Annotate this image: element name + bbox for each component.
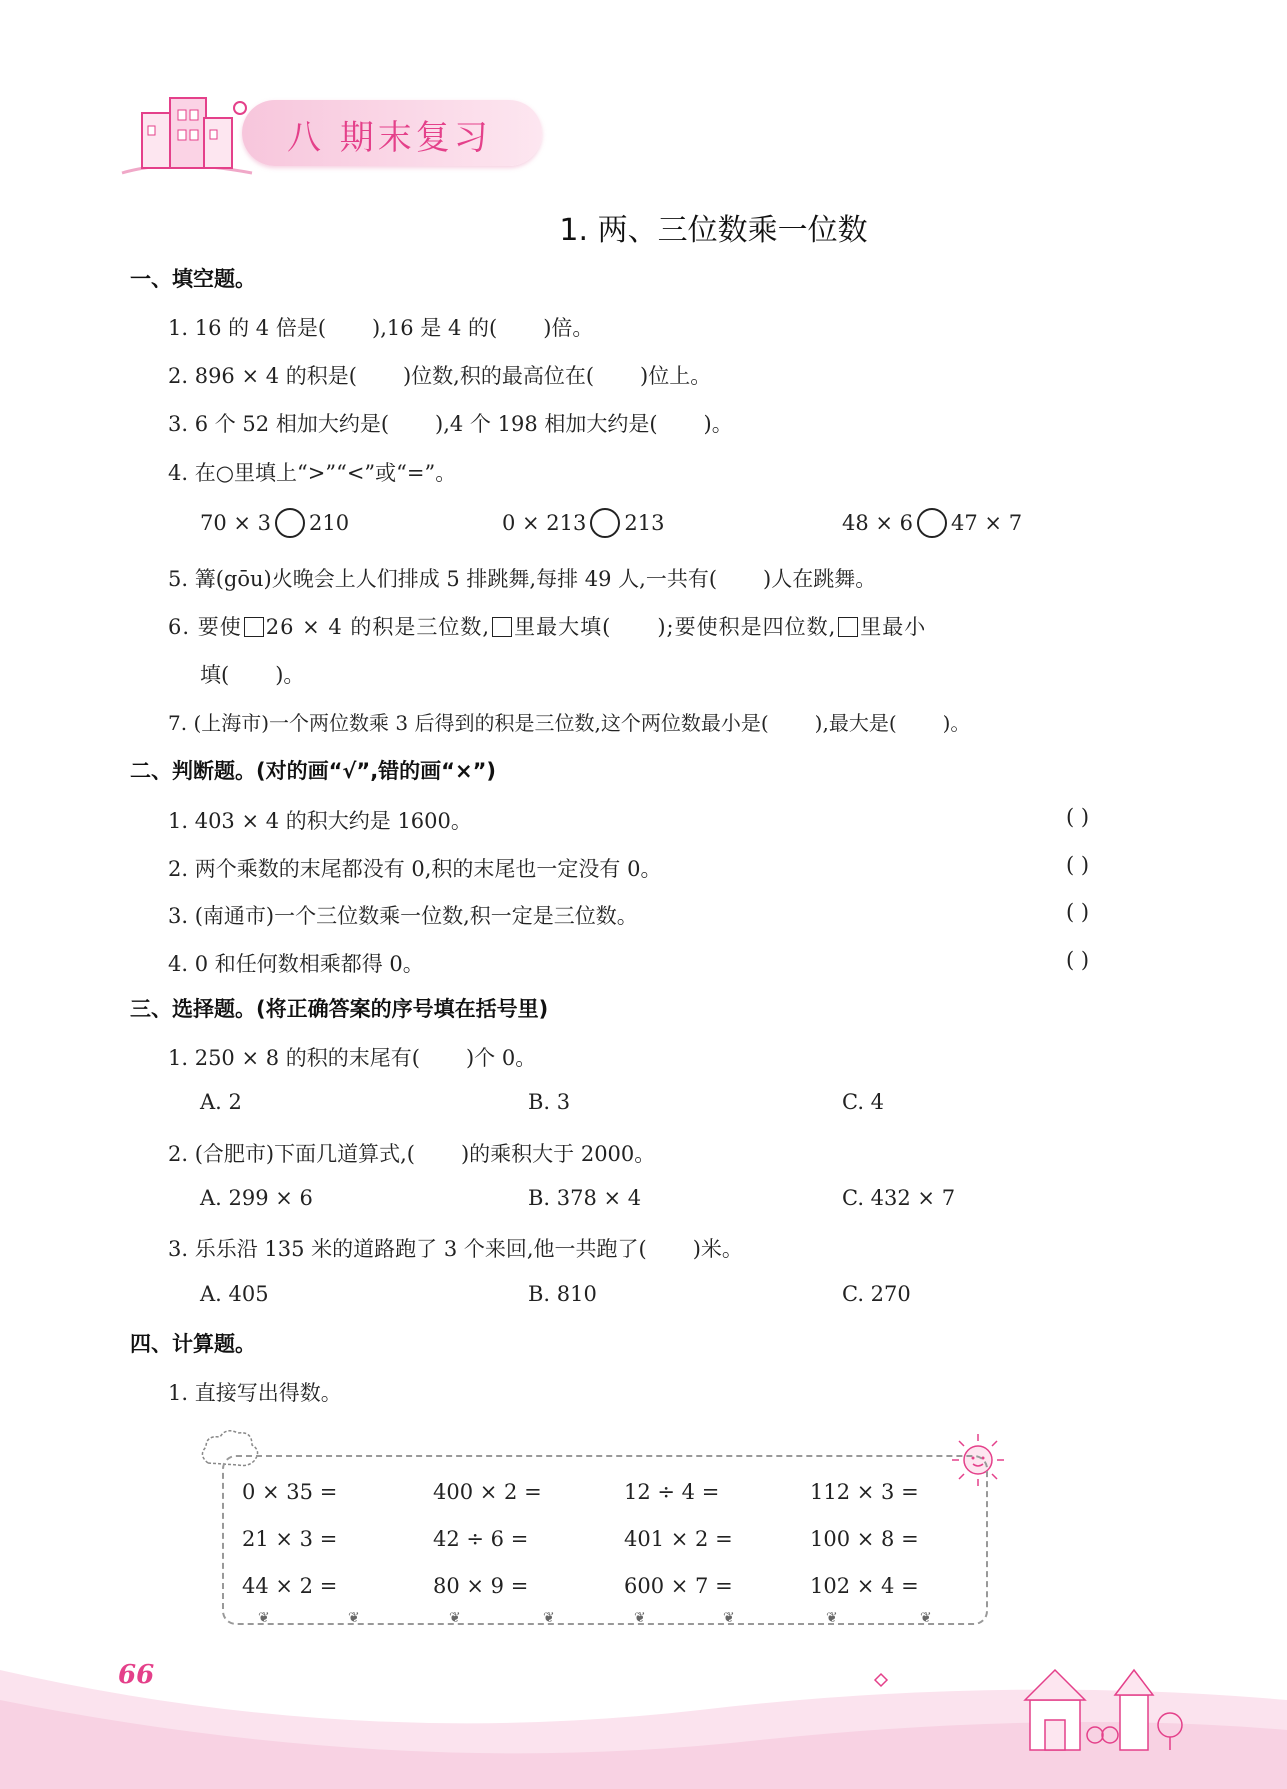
- judge-question-2: 2. 两个乘数的末尾都没有 0,积的末尾也一定没有 0。: [168, 857, 662, 881]
- calc-item: 401 × 2 =: [624, 1527, 733, 1551]
- judge-question-4: 4. 0 和任何数相乘都得 0。: [168, 952, 424, 976]
- leaf-icon: ❦: [543, 1610, 555, 1626]
- fill-question-6-cont: 填( )。: [200, 663, 305, 687]
- choice-option: A. 405: [200, 1282, 269, 1306]
- blank-box: [492, 617, 512, 637]
- calc-item: 400 × 2 =: [433, 1480, 542, 1504]
- judge-answer-slot-4: ( ): [1066, 948, 1090, 972]
- choice-option: C. 432 × 7: [842, 1186, 956, 1210]
- fill-question-3: 3. 6 个 52 相加大约是( ),4 个 198 相加大约是( )。: [168, 412, 733, 436]
- calc-item: 102 × 4 =: [810, 1574, 919, 1598]
- calc-subheading: 1. 直接写出得数。: [168, 1381, 342, 1405]
- judge-question-1: 1. 403 × 4 的积大约是 1600。: [168, 809, 472, 833]
- leaf-icon: ❦: [634, 1610, 646, 1626]
- calc-item: 100 × 8 =: [810, 1527, 919, 1551]
- leaf-icon: ❦: [826, 1610, 838, 1626]
- fill-question-7: 7. (上海市)一个两位数乘 3 后得到的积是三位数,这个两位数最小是( ),最大是( )。: [168, 711, 971, 735]
- part4-heading: 四、计算题。: [130, 1332, 256, 1356]
- fill-question-6: 6. 要使 26 × 4 的积是三位数, 里最大填( );要使积是四位数, 里最小: [168, 615, 927, 639]
- part3-heading: 三、选择题。(将正确答案的序号填在括号里): [130, 997, 549, 1021]
- blank-box: [244, 617, 264, 637]
- leaf-icon: ❦: [258, 1610, 270, 1626]
- fill-question-4: 4. 在○里填上“>”“<”或“=”。: [168, 461, 457, 485]
- calc-item: 42 ÷ 6 =: [433, 1527, 529, 1551]
- calc-item: 0 × 35 =: [242, 1480, 338, 1504]
- compare-item-3: 48 × 6 47 × 7: [842, 508, 1022, 538]
- judge-question-3: 3. (南通市)一个三位数乘一位数,积一定是三位数。: [168, 904, 638, 928]
- calc-item: 44 × 2 =: [242, 1574, 338, 1598]
- compare-item-1: 70 × 3 210: [200, 508, 349, 538]
- calc-item: 80 × 9 =: [433, 1574, 529, 1598]
- page-number: 66: [118, 1660, 155, 1690]
- building-illustration-icon: [112, 78, 262, 182]
- choice-option: B. 378 × 4: [528, 1186, 642, 1210]
- fill-question-2: 2. 896 × 4 的积是( )位数,积的最高位在( )位上。: [168, 364, 712, 388]
- chapter-title: 八 期末复习: [287, 118, 492, 158]
- leaf-icon: ❦: [723, 1610, 735, 1626]
- part2-heading: 二、判断题。(对的画“√”,错的画“×”): [130, 759, 496, 783]
- judge-answer-slot-1: ( ): [1066, 805, 1090, 829]
- calc-item: 12 ÷ 4 =: [624, 1480, 720, 1504]
- footer-wave: [0, 1640, 1287, 1789]
- choice-question-2: 2. (合肥市)下面几道算式,( )的乘积大于 2000。: [168, 1142, 656, 1166]
- choice-option: A. 299 × 6: [200, 1186, 313, 1210]
- chapter-banner: [112, 78, 542, 182]
- choice-question-3: 3. 乐乐沿 135 米的道路跑了 3 个来回,他一共跑了( )米。: [168, 1237, 743, 1261]
- fill-question-5: 5. 篝(gōu)火晚会上人们排成 5 排跳舞,每排 49 人,一共有( )人在跳舞。: [168, 567, 877, 591]
- leaf-icon: ❦: [348, 1610, 360, 1626]
- leaf-icon: ❦: [449, 1610, 461, 1626]
- judge-answer-slot-3: ( ): [1066, 900, 1090, 924]
- blank-box: [838, 617, 858, 637]
- fill-question-1: 1. 16 的 4 倍是( ),16 是 4 的( )倍。: [168, 316, 594, 340]
- calc-item: 600 × 7 =: [624, 1574, 733, 1598]
- calc-item: 112 × 3 =: [810, 1480, 919, 1504]
- section-title: 1. 两、三位数乘一位数: [559, 213, 868, 248]
- choice-option: B. 3: [528, 1090, 571, 1114]
- choice-question-1: 1. 250 × 8 的积的末尾有( )个 0。: [168, 1046, 537, 1070]
- compare-circle: [917, 508, 947, 538]
- part1-heading: 一、填空题。: [130, 267, 256, 291]
- calc-item: 21 × 3 =: [242, 1527, 338, 1551]
- compare-item-2: 0 × 213 213: [502, 508, 664, 538]
- choice-option: C. 4: [842, 1090, 885, 1114]
- compare-circle: [590, 508, 620, 538]
- compare-circle: [275, 508, 305, 538]
- choice-option: C. 270: [842, 1282, 911, 1306]
- leaf-icon: ❦: [920, 1610, 932, 1626]
- choice-option: A. 2: [200, 1090, 242, 1114]
- choice-option: B. 810: [528, 1282, 597, 1306]
- judge-answer-slot-2: ( ): [1066, 853, 1090, 877]
